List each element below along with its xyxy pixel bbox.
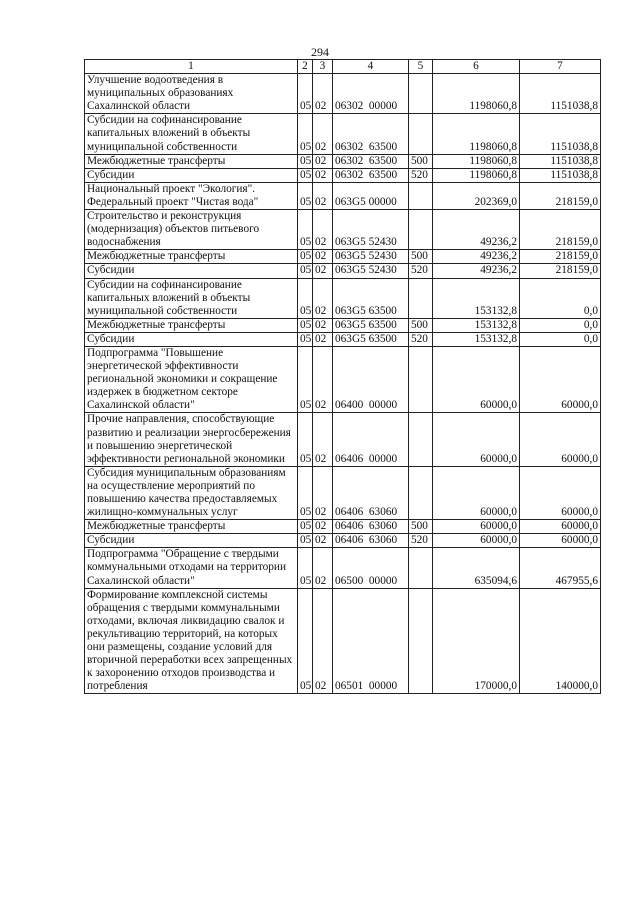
row-target-article: 06302 63500 bbox=[333, 154, 409, 168]
row-section: 05 bbox=[298, 182, 313, 209]
row-expense-type: 500 bbox=[409, 318, 433, 332]
row-name: Межбюджетные трансферты bbox=[85, 250, 298, 264]
row-section: 05 bbox=[298, 114, 313, 154]
row-amount-col6: 49236,2 bbox=[433, 264, 520, 278]
row-target-article: 06406 00000 bbox=[333, 413, 409, 466]
row-expense-type: 520 bbox=[409, 264, 433, 278]
row-expense-type: 520 bbox=[409, 168, 433, 182]
table-row bbox=[85, 588, 601, 694]
row-section: 05 bbox=[298, 278, 313, 318]
row-target-article: 06302 63500 bbox=[333, 114, 409, 154]
row-amount-col6: 60000,0 bbox=[433, 466, 520, 519]
row-amount-col7: 218159,0 bbox=[520, 250, 601, 264]
table-row bbox=[85, 548, 601, 588]
row-expense-type bbox=[409, 588, 433, 694]
row-name: Субсидии на софинансирование капитальных вложений в объекты муниципальной собственности bbox=[85, 278, 298, 318]
row-section: 05 bbox=[298, 74, 313, 114]
row-target-article: 06406 63060 bbox=[333, 520, 409, 534]
row-amount-col6: 60000,0 bbox=[433, 346, 520, 412]
row-subsection: 02 bbox=[313, 332, 333, 346]
row-expense-type bbox=[409, 210, 433, 250]
row-target-article: 063G5 52430 bbox=[333, 264, 409, 278]
row-amount-col7: 0,0 bbox=[520, 278, 601, 318]
row-amount-col6: 1198060,8 bbox=[433, 168, 520, 182]
row-subsection: 02 bbox=[313, 318, 333, 332]
row-amount-col6: 60000,0 bbox=[433, 534, 520, 548]
row-section: 05 bbox=[298, 318, 313, 332]
row-amount-col7: 1151038,8 bbox=[520, 74, 601, 114]
header-col-1: 1 bbox=[85, 60, 298, 74]
row-amount-col7: 0,0 bbox=[520, 318, 601, 332]
row-amount-col7: 0,0 bbox=[520, 332, 601, 346]
row-target-article: 063G5 63500 bbox=[333, 332, 409, 346]
header-col-3: 3 bbox=[313, 60, 333, 74]
row-target-article: 06501 00000 bbox=[333, 588, 409, 694]
row-amount-col7: 1151038,8 bbox=[520, 168, 601, 182]
row-amount-col6: 60000,0 bbox=[433, 520, 520, 534]
row-subsection: 02 bbox=[313, 168, 333, 182]
row-subsection: 02 bbox=[313, 520, 333, 534]
row-expense-type bbox=[409, 466, 433, 519]
row-subsection: 02 bbox=[313, 114, 333, 154]
row-section: 05 bbox=[298, 264, 313, 278]
table-row bbox=[85, 534, 601, 548]
row-name: Субсидии bbox=[85, 534, 298, 548]
row-target-article: 06406 63060 bbox=[333, 466, 409, 519]
table-row bbox=[85, 278, 601, 318]
table-row bbox=[85, 114, 601, 154]
row-amount-col7: 1151038,8 bbox=[520, 114, 601, 154]
row-name: Формирование комплексной системы обращения с твердыми коммунальными отходами, включая ликвидацию свалок и рекультивацию территорий, на которых они размещены, создание условий для вторичной переработки всех запрещенных к захоронению отходов производства и потребления bbox=[85, 588, 298, 694]
row-name: Межбюджетные трансферты bbox=[85, 520, 298, 534]
row-expense-type bbox=[409, 278, 433, 318]
row-amount-col7: 218159,0 bbox=[520, 210, 601, 250]
row-name: Подпрограмма "Повышение энергетической эффективности региональной экономики и сокращение издержек в бюджетном секторе Сахалинской области" bbox=[85, 346, 298, 412]
row-expense-type bbox=[409, 346, 433, 412]
row-section: 05 bbox=[298, 210, 313, 250]
row-section: 05 bbox=[298, 534, 313, 548]
row-name: Субсидии bbox=[85, 264, 298, 278]
row-section: 05 bbox=[298, 250, 313, 264]
row-amount-col6: 170000,0 bbox=[433, 588, 520, 694]
row-subsection: 02 bbox=[313, 250, 333, 264]
row-name: Субсидии на софинансирование капитальных вложений в объекты муниципальной собственности bbox=[85, 114, 298, 154]
table-row bbox=[85, 182, 601, 209]
row-amount-col6: 202369,0 bbox=[433, 182, 520, 209]
row-section: 05 bbox=[298, 548, 313, 588]
row-name: Подпрограмма "Обращение с твердыми коммунальными отходами на территории Сахалинской области" bbox=[85, 548, 298, 588]
row-amount-col7: 140000,0 bbox=[520, 588, 601, 694]
row-name: Улучшение водоотведения в муниципальных образованиях Сахалинской области bbox=[85, 74, 298, 114]
row-name: Субсидия муниципальным образованиям на осуществление мероприятий по повышению качества предоставляемых жилищно-коммунальных услуг bbox=[85, 466, 298, 519]
row-section: 05 bbox=[298, 588, 313, 694]
table-row bbox=[85, 466, 601, 519]
row-name: Прочие направления, способствующие развитию и реализации энергосбережения и повышению энергетической эффективности региональной экономики bbox=[85, 413, 298, 466]
row-name: Межбюджетные трансферты bbox=[85, 154, 298, 168]
row-name: Строительство и реконструкция (модернизация) объектов питьевого водоснабжения bbox=[85, 210, 298, 250]
row-expense-type bbox=[409, 74, 433, 114]
row-amount-col6: 49236,2 bbox=[433, 210, 520, 250]
row-name: Субсидии bbox=[85, 168, 298, 182]
row-amount-col7: 467955,6 bbox=[520, 548, 601, 588]
table-row bbox=[85, 154, 601, 168]
row-target-article: 063G5 00000 bbox=[333, 182, 409, 209]
row-amount-col7: 60000,0 bbox=[520, 413, 601, 466]
row-subsection: 02 bbox=[313, 74, 333, 114]
row-subsection: 02 bbox=[313, 548, 333, 588]
row-subsection: 02 bbox=[313, 588, 333, 694]
budget-table bbox=[84, 59, 601, 694]
row-name: Национальный проект "Экология". Федеральный проект "Чистая вода" bbox=[85, 182, 298, 209]
row-amount-col7: 60000,0 bbox=[520, 466, 601, 519]
row-amount-col7: 60000,0 bbox=[520, 346, 601, 412]
row-section: 05 bbox=[298, 168, 313, 182]
table-row bbox=[85, 346, 601, 412]
row-subsection: 02 bbox=[313, 210, 333, 250]
row-target-article: 06500 00000 bbox=[333, 548, 409, 588]
row-section: 05 bbox=[298, 154, 313, 168]
table-row bbox=[85, 74, 601, 114]
header-col-2: 2 bbox=[298, 60, 313, 74]
row-expense-type: 520 bbox=[409, 534, 433, 548]
row-subsection: 02 bbox=[313, 154, 333, 168]
row-amount-col6: 153132,8 bbox=[433, 332, 520, 346]
table-row bbox=[85, 168, 601, 182]
row-target-article: 06302 63500 bbox=[333, 168, 409, 182]
row-expense-type: 520 bbox=[409, 332, 433, 346]
row-amount-col6: 153132,8 bbox=[433, 278, 520, 318]
row-section: 05 bbox=[298, 466, 313, 519]
table-row bbox=[85, 520, 601, 534]
row-amount-col6: 49236,2 bbox=[433, 250, 520, 264]
row-amount-col6: 1198060,8 bbox=[433, 74, 520, 114]
row-expense-type bbox=[409, 182, 433, 209]
row-amount-col7: 1151038,8 bbox=[520, 154, 601, 168]
row-amount-col7: 218159,0 bbox=[520, 264, 601, 278]
row-subsection: 02 bbox=[313, 466, 333, 519]
header-col-5: 5 bbox=[409, 60, 433, 74]
table-row bbox=[85, 250, 601, 264]
row-subsection: 02 bbox=[313, 264, 333, 278]
row-expense-type bbox=[409, 413, 433, 466]
row-expense-type: 500 bbox=[409, 154, 433, 168]
row-target-article: 06302 00000 bbox=[333, 74, 409, 114]
row-subsection: 02 bbox=[313, 278, 333, 318]
row-target-article: 063G5 63500 bbox=[333, 278, 409, 318]
row-amount-col7: 60000,0 bbox=[520, 534, 601, 548]
row-amount-col6: 153132,8 bbox=[433, 318, 520, 332]
table-row bbox=[85, 332, 601, 346]
row-expense-type bbox=[409, 548, 433, 588]
table-header-row bbox=[85, 60, 601, 74]
row-section: 05 bbox=[298, 332, 313, 346]
header-col-7: 7 bbox=[520, 60, 601, 74]
row-section: 05 bbox=[298, 346, 313, 412]
row-amount-col7: 218159,0 bbox=[520, 182, 601, 209]
header-col-4: 4 bbox=[333, 60, 409, 74]
table-row bbox=[85, 318, 601, 332]
row-target-article: 06406 63060 bbox=[333, 534, 409, 548]
row-section: 05 bbox=[298, 520, 313, 534]
row-subsection: 02 bbox=[313, 534, 333, 548]
row-expense-type bbox=[409, 114, 433, 154]
row-name: Межбюджетные трансферты bbox=[85, 318, 298, 332]
row-expense-type: 500 bbox=[409, 250, 433, 264]
row-name: Субсидии bbox=[85, 332, 298, 346]
row-amount-col7: 60000,0 bbox=[520, 520, 601, 534]
row-section: 05 bbox=[298, 413, 313, 466]
row-subsection: 02 bbox=[313, 413, 333, 466]
row-subsection: 02 bbox=[313, 182, 333, 209]
table-row bbox=[85, 413, 601, 466]
header-col-6: 6 bbox=[433, 60, 520, 74]
table-row bbox=[85, 210, 601, 250]
row-target-article: 06400 00000 bbox=[333, 346, 409, 412]
row-expense-type: 500 bbox=[409, 520, 433, 534]
row-amount-col6: 1198060,8 bbox=[433, 154, 520, 168]
row-amount-col6: 635094,6 bbox=[433, 548, 520, 588]
row-target-article: 063G5 52430 bbox=[333, 210, 409, 250]
table-row bbox=[85, 264, 601, 278]
row-target-article: 063G5 63500 bbox=[333, 318, 409, 332]
row-amount-col6: 1198060,8 bbox=[433, 114, 520, 154]
page-number: 294 bbox=[311, 45, 329, 59]
row-subsection: 02 bbox=[313, 346, 333, 412]
row-target-article: 063G5 52430 bbox=[333, 250, 409, 264]
row-amount-col6: 60000,0 bbox=[433, 413, 520, 466]
